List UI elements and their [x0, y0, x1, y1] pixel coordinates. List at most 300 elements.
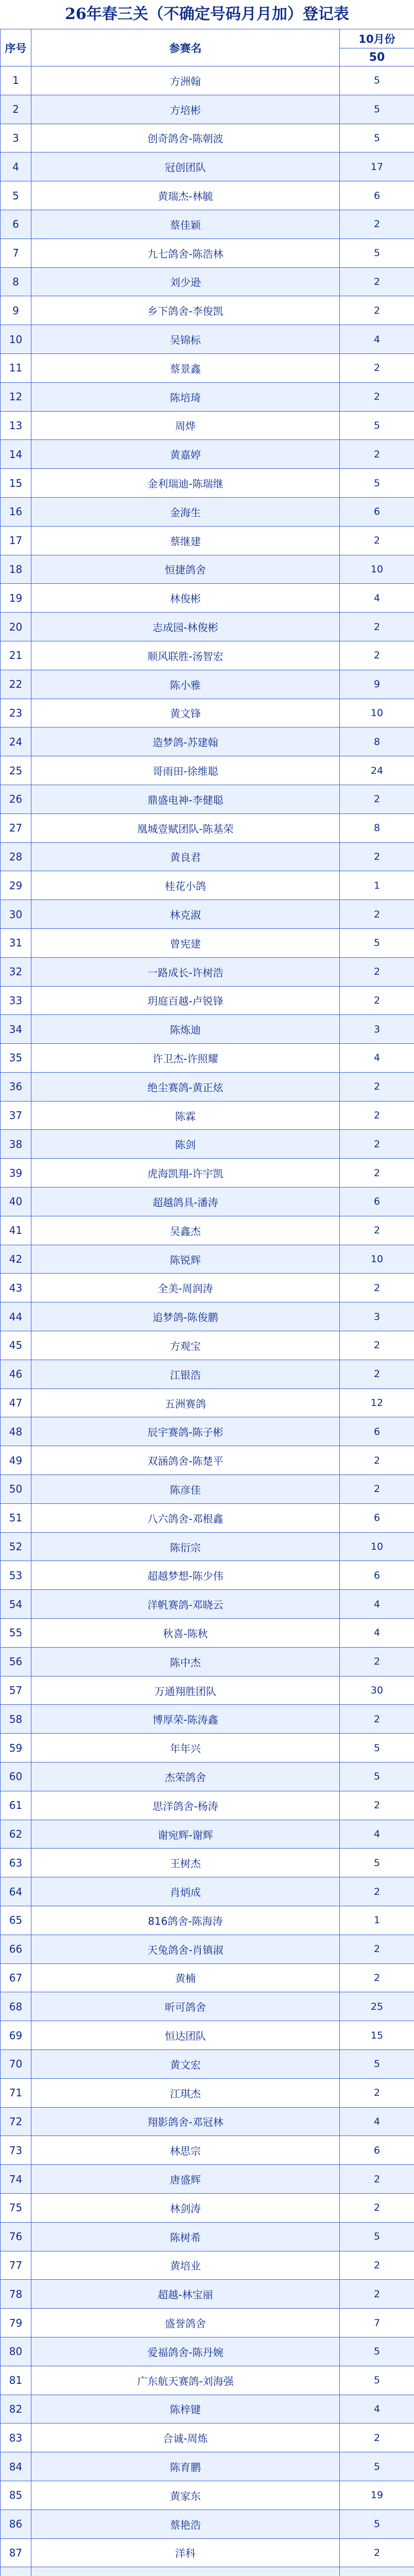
row-index: 7 [1, 239, 31, 267]
row-index: 72 [1, 2107, 31, 2136]
participant-name: 陈育鹏 [31, 2452, 340, 2481]
table-row [1, 900, 414, 929]
table-row [1, 2280, 414, 2309]
participant-name: 黄家东 [31, 2481, 340, 2510]
participant-name: 谢宛辉-谢辉 [31, 1820, 340, 1849]
entry-count: 2 [340, 842, 414, 871]
participant-name: 思洋鸽舍-杨涛 [31, 1791, 340, 1820]
table-row [1, 1216, 414, 1245]
row-index: 25 [1, 756, 31, 785]
participant-name: 顺风联胜-汤智宏 [31, 641, 340, 670]
entry-count: 2 [340, 1475, 414, 1504]
table-body [1, 66, 414, 2576]
table-row [1, 1561, 414, 1590]
participant-name: 黄楠 [31, 1963, 340, 1992]
row-index: 66 [1, 1935, 31, 1963]
entry-count: 2 [340, 1072, 414, 1101]
row-index: 10 [1, 325, 31, 354]
participant-name: 816鸽舍-陈海涛 [31, 1906, 340, 1935]
participant-name: 江银浩 [31, 1360, 340, 1388]
row-index: 61 [1, 1791, 31, 1820]
column-header-index: 序号 [1, 29, 31, 66]
participant-name: 昕可鸽舍 [31, 1992, 340, 2021]
participant-name: 辰宇赛鸽-陈子彬 [31, 1417, 340, 1446]
table-row [1, 1446, 414, 1475]
participant-name: 周烨 [31, 411, 340, 440]
row-index: 31 [1, 928, 31, 957]
entry-count: 2 [340, 1791, 414, 1820]
participant-name: 蔡佳颖 [31, 210, 340, 239]
participant-name: 恒达团队 [31, 2021, 340, 2050]
row-index: 74 [1, 2165, 31, 2194]
row-index: 16 [1, 497, 31, 526]
row-index: 8 [1, 267, 31, 296]
entry-count: 2 [340, 2251, 414, 2280]
entry-count: 2 [340, 382, 414, 411]
table-row [1, 1963, 414, 1992]
row-index: 43 [1, 1274, 31, 1302]
participant-name: 合诚-周炼 [31, 2424, 340, 2452]
row-index: 75 [1, 2193, 31, 2222]
participant-name: 天兔鸽舍-肖镇淑 [31, 1935, 340, 1963]
participant-name: 唐盛辉 [31, 2165, 340, 2194]
row-index: 1 [1, 66, 31, 95]
table-row [1, 2049, 414, 2078]
entry-count: 5 [340, 124, 414, 152]
table-row [1, 526, 414, 555]
table-row [1, 1417, 414, 1446]
entry-count: 5 [340, 239, 414, 267]
row-index: 36 [1, 1072, 31, 1101]
participant-name: 造梦鸽-苏建翰 [31, 727, 340, 756]
table-row [1, 2136, 414, 2165]
participant-name: 翔影鸽舍-邓冠林 [31, 2107, 340, 2136]
entry-count: 4 [340, 2107, 414, 2136]
participant-name: 肖炳成 [31, 1877, 340, 1906]
row-index: 83 [1, 2424, 31, 2452]
table-row [1, 1015, 414, 1044]
participant-name [31, 2567, 340, 2576]
row-index: 86 [1, 2510, 31, 2538]
participant-name: 全美-周润涛 [31, 1274, 340, 1302]
row-index: 63 [1, 1849, 31, 1877]
entry-count: 2 [340, 1360, 414, 1388]
participant-name: 桂花小鸽 [31, 871, 340, 900]
row-index: 80 [1, 2337, 31, 2366]
row-index: 26 [1, 785, 31, 814]
row-index: 20 [1, 613, 31, 641]
participant-name: 金海生 [31, 497, 340, 526]
table-row [1, 756, 414, 785]
table-row [1, 95, 414, 124]
table-row [1, 1130, 414, 1159]
table-row [1, 2424, 414, 2452]
participant-name: 林思宗 [31, 2136, 340, 2165]
table-row [1, 928, 414, 957]
sheet-title: 26年春三关（不确定号码月月加）登记表 [65, 5, 349, 23]
entry-count: 2 [340, 957, 414, 986]
entry-count: 3 [340, 1015, 414, 1044]
table-row [1, 2078, 414, 2107]
participant-name: 洋帆赛鸽-邓晓云 [31, 1590, 340, 1619]
row-index: 21 [1, 641, 31, 670]
entry-count: 2 [340, 1877, 414, 1906]
entry-count: 2 [340, 1705, 414, 1734]
participant-name: 金利瑞迪-陈瑞继 [31, 469, 340, 498]
row-index: 59 [1, 1734, 31, 1762]
row-index: 55 [1, 1619, 31, 1648]
participant-name: 九七鸽舍-陈浩林 [31, 239, 340, 267]
participant-name: 黄培业 [31, 2251, 340, 2280]
entry-count: 2 [340, 210, 414, 239]
table-row [1, 1274, 414, 1302]
row-index: 30 [1, 900, 31, 929]
row-index: 6 [1, 210, 31, 239]
entry-count: 5 [340, 411, 414, 440]
entry-count: 2 [340, 1935, 414, 1963]
table-row [1, 2309, 414, 2337]
row-index: 77 [1, 2251, 31, 2280]
participant-name: 广东航天赛鸽-刘海强 [31, 2366, 340, 2395]
entry-count: 25 [340, 1992, 414, 2021]
table-row [1, 1992, 414, 2021]
row-index: 28 [1, 842, 31, 871]
table-row [1, 1475, 414, 1504]
row-index: 87 [1, 2538, 31, 2567]
entry-count: 6 [340, 1417, 414, 1446]
row-index: 82 [1, 2395, 31, 2424]
participant-name: 陈梓键 [31, 2395, 340, 2424]
row-index: 17 [1, 526, 31, 555]
participant-name: 秋喜-陈秋 [31, 1619, 340, 1648]
row-index: 51 [1, 1503, 31, 1532]
row-index: 60 [1, 1762, 31, 1791]
table-row [1, 871, 414, 900]
participant-name: 双涵鸽舍-陈楚平 [31, 1446, 340, 1475]
entry-count: 6 [340, 2136, 414, 2165]
row-index: 79 [1, 2309, 31, 2337]
participant-name: 黄瑞杰-林毓 [31, 181, 340, 210]
participant-name: 黄嘉婷 [31, 440, 340, 469]
participant-name: 许卫杰-许照耀 [31, 1044, 340, 1073]
entry-count: 10 [340, 699, 414, 727]
table-row [1, 325, 414, 354]
table-row [1, 1762, 414, 1791]
row-index: 11 [1, 353, 31, 382]
row-index: 4 [1, 152, 31, 181]
participant-name: 万通翔胜团队 [31, 1676, 340, 1705]
row-index: 49 [1, 1446, 31, 1475]
table-row [1, 1849, 414, 1877]
row-index: 84 [1, 2452, 31, 2481]
entry-count: 4 [340, 1044, 414, 1073]
entry-count: 17 [340, 152, 414, 181]
participant-name: 陈霖 [31, 1101, 340, 1130]
participant-name: 盛誉鸽舍 [31, 2309, 340, 2337]
entry-count: 4 [340, 584, 414, 613]
participant-name: 玥庭百越-卢锐锋 [31, 986, 340, 1015]
row-index: 67 [1, 1963, 31, 1992]
entry-count: 2 [340, 440, 414, 469]
entry-count: 3 [340, 1302, 414, 1331]
table-row [1, 1676, 414, 1705]
row-index: 34 [1, 1015, 31, 1044]
table-row [1, 699, 414, 727]
participant-name: 蔡艳浩 [31, 2510, 340, 2538]
entry-count: 2 [340, 526, 414, 555]
entry-count: 2 [340, 986, 414, 1015]
table-row [1, 1072, 414, 1101]
table-row [1, 382, 414, 411]
entry-count: 2 [340, 613, 414, 641]
entry-count: 24 [340, 756, 414, 785]
entry-count: 6 [340, 1188, 414, 1216]
row-index: 76 [1, 2222, 31, 2251]
entry-count: 2 [340, 2165, 414, 2194]
entry-count: 4 [340, 1590, 414, 1619]
participant-name: 陈小雅 [31, 670, 340, 699]
row-index: 40 [1, 1188, 31, 1216]
entry-count [340, 2567, 414, 2576]
participant-name: 爱福鸽舍-陈丹婉 [31, 2337, 340, 2366]
entry-count: 5 [340, 1734, 414, 1762]
entry-count: 5 [340, 2049, 414, 2078]
entry-count: 4 [340, 1820, 414, 1849]
row-index: 64 [1, 1877, 31, 1906]
participant-name: 五洲赛鸽 [31, 1388, 340, 1417]
entry-count: 2 [340, 1963, 414, 1992]
participant-name: 林克淑 [31, 900, 340, 929]
table-row [1, 2165, 414, 2194]
row-index: 9 [1, 296, 31, 325]
row-index: 42 [1, 1245, 31, 1274]
participant-name: 博厚荣-陈涛鑫 [31, 1705, 340, 1734]
row-index: 2 [1, 95, 31, 124]
entry-count: 5 [340, 2337, 414, 2366]
participant-name: 陈炼迪 [31, 1015, 340, 1044]
table-row [1, 555, 414, 584]
entry-count: 5 [340, 2452, 414, 2481]
participant-name: 陈培琦 [31, 382, 340, 411]
participant-name: 鼎盛电神-李健聪 [31, 785, 340, 814]
participant-name: 林剑涛 [31, 2193, 340, 2222]
participant-name: 陈树希 [31, 2222, 340, 2251]
participant-name: 方洲翰 [31, 66, 340, 95]
table-row [1, 2510, 414, 2538]
entry-count: 10 [340, 1245, 414, 1274]
row-index: 47 [1, 1388, 31, 1417]
entry-count: 4 [340, 1619, 414, 1648]
table-row [1, 66, 414, 95]
entry-count: 2 [340, 1647, 414, 1676]
row-index: 54 [1, 1590, 31, 1619]
entry-count: 6 [340, 497, 414, 526]
entry-count: 2 [340, 641, 414, 670]
entry-count: 5 [340, 66, 414, 95]
table-row [1, 2021, 414, 2050]
participant-name: 绝尘赛鸽-黄正炫 [31, 1072, 340, 1101]
table-row [1, 1302, 414, 1331]
row-index: 24 [1, 727, 31, 756]
entry-count: 5 [340, 928, 414, 957]
entry-count: 5 [340, 2222, 414, 2251]
participant-name: 凰城壹赋团队-陈基荣 [31, 814, 340, 842]
entry-count: 30 [340, 1676, 414, 1705]
table-row [1, 296, 414, 325]
row-index: 3 [1, 124, 31, 152]
entry-count: 5 [340, 1762, 414, 1791]
row-index: 13 [1, 411, 31, 440]
table-row [1, 2395, 414, 2424]
entry-count: 2 [340, 2193, 414, 2222]
table-row [1, 1188, 414, 1216]
row-index: 81 [1, 2366, 31, 2395]
participant-name: 陈中杰 [31, 1647, 340, 1676]
row-index: 73 [1, 2136, 31, 2165]
entry-count: 19 [340, 2481, 414, 2510]
table-row [1, 267, 414, 296]
table-row [1, 1647, 414, 1676]
column-header-name: 参赛名 [31, 29, 340, 66]
entry-count: 2 [340, 296, 414, 325]
entry-count: 2 [340, 1159, 414, 1188]
table-row [1, 1820, 414, 1849]
table-row [1, 440, 414, 469]
participant-name: 虎海凯翔-许宇凯 [31, 1159, 340, 1188]
table-row [1, 353, 414, 382]
row-index: 18 [1, 555, 31, 584]
entry-count: 10 [340, 555, 414, 584]
entry-count: 9 [340, 670, 414, 699]
row-index: 22 [1, 670, 31, 699]
row-index: 5 [1, 181, 31, 210]
table-row [1, 1503, 414, 1532]
column-header-month: 10月份 [340, 29, 414, 48]
table-row [1, 584, 414, 613]
row-index: 23 [1, 699, 31, 727]
row-index: 70 [1, 2049, 31, 2078]
row-index: 57 [1, 1676, 31, 1705]
table-row [1, 2222, 414, 2251]
participant-name: 王树杰 [31, 1849, 340, 1877]
table-row [1, 727, 414, 756]
table-row [1, 1360, 414, 1388]
row-index [1, 2567, 31, 2576]
table-row [1, 124, 414, 152]
row-index: 15 [1, 469, 31, 498]
table-row [1, 1877, 414, 1906]
participant-name: 超越鸽具-潘涛 [31, 1188, 340, 1216]
row-index: 29 [1, 871, 31, 900]
entry-count: 5 [340, 95, 414, 124]
table-row [1, 2452, 414, 2481]
entry-count: 8 [340, 814, 414, 842]
entry-count: 4 [340, 2395, 414, 2424]
entry-count: 5 [340, 1849, 414, 1877]
row-index: 53 [1, 1561, 31, 1590]
entry-count: 2 [340, 900, 414, 929]
table-header [1, 29, 414, 66]
entry-count: 2 [340, 1216, 414, 1245]
table-row [1, 641, 414, 670]
participant-name: 陈锐辉 [31, 1245, 340, 1274]
participant-name: 超越-林宝丽 [31, 2280, 340, 2309]
table-row [1, 1791, 414, 1820]
participant-name: 洋科 [31, 2538, 340, 2567]
participant-name: 年年兴 [31, 1734, 340, 1762]
entry-count: 2 [340, 353, 414, 382]
row-index: 32 [1, 957, 31, 986]
table-row [1, 1245, 414, 1274]
row-index: 37 [1, 1101, 31, 1130]
row-index: 68 [1, 1992, 31, 2021]
table-row [1, 1388, 414, 1417]
table-row [1, 957, 414, 986]
participant-name: 方培彬 [31, 95, 340, 124]
row-index: 46 [1, 1360, 31, 1388]
participant-name: 黄文宏 [31, 2049, 340, 2078]
table-row [1, 152, 414, 181]
row-index: 62 [1, 1820, 31, 1849]
entry-count: 2 [340, 1274, 414, 1302]
table-row [1, 239, 414, 267]
table-row [1, 1159, 414, 1188]
row-index: 44 [1, 1302, 31, 1331]
table-row [1, 1906, 414, 1935]
table-row [1, 1331, 414, 1360]
participant-name: 黄良君 [31, 842, 340, 871]
entry-count: 5 [340, 2510, 414, 2538]
entry-count: 10 [340, 1532, 414, 1561]
table-row [1, 2107, 414, 2136]
participant-name: 一路成长-许树浩 [31, 957, 340, 986]
table-row [1, 2567, 414, 2576]
row-index: 14 [1, 440, 31, 469]
participant-name: 哥雨田-徐维聪 [31, 756, 340, 785]
table-row [1, 2538, 414, 2567]
participant-name: 方观宝 [31, 1331, 340, 1360]
table-row [1, 1590, 414, 1619]
table-row [1, 814, 414, 842]
entry-count: 7 [340, 2309, 414, 2337]
month-quota: 50 [340, 48, 414, 66]
table-row [1, 986, 414, 1015]
entry-count: 2 [340, 1130, 414, 1159]
row-index: 58 [1, 1705, 31, 1734]
row-index: 39 [1, 1159, 31, 1188]
row-index: 71 [1, 2078, 31, 2107]
participant-name: 陈衍宗 [31, 1532, 340, 1561]
table-row [1, 842, 414, 871]
participant-name: 曾宪建 [31, 928, 340, 957]
row-index: 56 [1, 1647, 31, 1676]
table-row [1, 785, 414, 814]
row-index: 65 [1, 1906, 31, 1935]
table-row [1, 2193, 414, 2222]
table-row [1, 670, 414, 699]
participant-name: 林俊彬 [31, 584, 340, 613]
participant-name: 黄文锋 [31, 699, 340, 727]
table-row [1, 2251, 414, 2280]
row-index: 69 [1, 2021, 31, 2050]
participant-name: 追梦鸽-陈俊鹏 [31, 1302, 340, 1331]
participant-name: 陈彦佳 [31, 1475, 340, 1504]
row-index: 38 [1, 1130, 31, 1159]
participant-name: 刘少逊 [31, 267, 340, 296]
table-row [1, 1734, 414, 1762]
registration-table [0, 29, 414, 2576]
participant-name: 志成园-林俊彬 [31, 613, 340, 641]
